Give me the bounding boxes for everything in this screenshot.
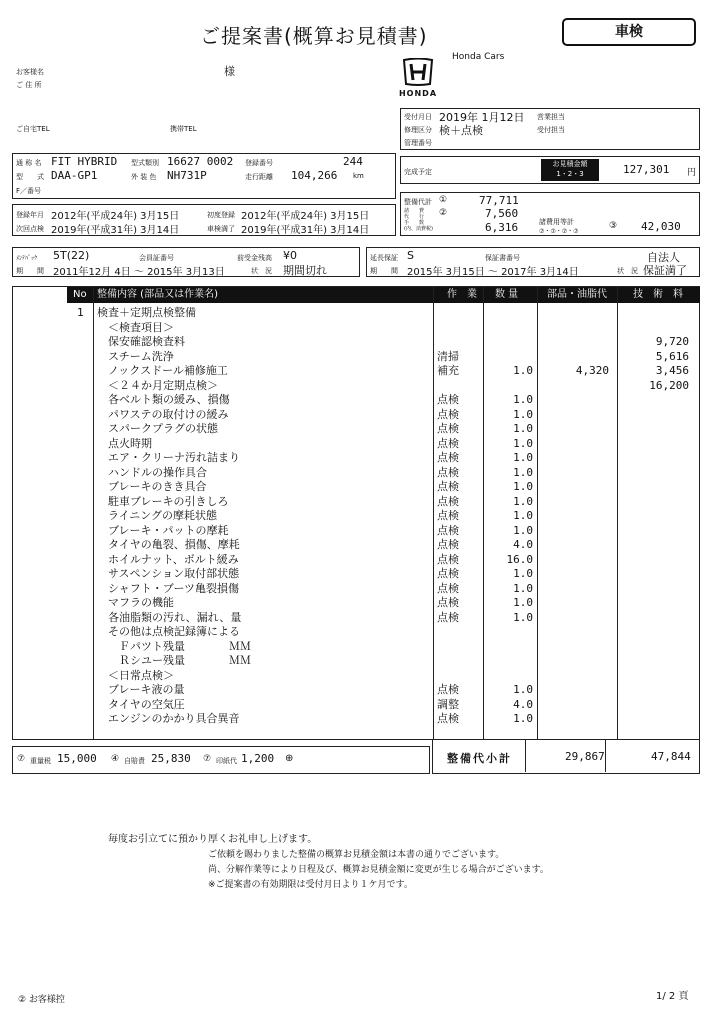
cell-item: タイヤの空気圧 bbox=[97, 697, 185, 711]
cell-work: 点検 bbox=[437, 407, 459, 421]
registration-year-label: 登録年月 bbox=[16, 211, 44, 219]
cell-parts bbox=[539, 379, 609, 394]
cell-qty: 1.0 bbox=[513, 465, 533, 479]
maintenance-pack-box bbox=[12, 247, 360, 277]
cell-qty: 1.0 bbox=[513, 436, 533, 450]
customer-name-label: お客様名 bbox=[16, 68, 44, 76]
work-table bbox=[12, 286, 700, 740]
cell-qty: 1.0 bbox=[513, 712, 533, 725]
cell-item: 保安確認検査料 bbox=[97, 335, 185, 348]
cell-item: ブレーキ液の量 bbox=[97, 683, 185, 696]
cell-no bbox=[77, 596, 91, 611]
cell-tech bbox=[619, 712, 689, 727]
costs-box bbox=[400, 192, 700, 236]
cell-tech bbox=[619, 611, 689, 626]
inspection-badge-label: 車検 bbox=[615, 24, 643, 40]
cell-no bbox=[77, 480, 91, 495]
cell-no: 1 bbox=[77, 306, 84, 319]
cell-work bbox=[437, 321, 481, 336]
cell-parts bbox=[539, 350, 609, 365]
cell-work: 点検 bbox=[437, 436, 459, 450]
taxes-box bbox=[12, 746, 430, 774]
cell-work: 点検 bbox=[437, 494, 459, 508]
cell-item: エア・クリーナ汚れ詰まり bbox=[97, 451, 240, 464]
mileage-label: 走行距離 bbox=[245, 173, 273, 181]
cell-work bbox=[437, 669, 481, 684]
customer-copy-label: ② お客様控 bbox=[18, 995, 65, 1005]
reception-date-label: 受付月日 bbox=[404, 113, 432, 121]
cell-parts bbox=[539, 422, 609, 437]
customer-honorific: 様 bbox=[224, 65, 235, 78]
subtotal-label: 整備代小計 bbox=[447, 752, 512, 765]
cell-parts bbox=[539, 553, 609, 568]
fee-label bbox=[404, 220, 433, 232]
header-qty: 数 量 bbox=[495, 289, 519, 300]
cell-item: 検査＋定期点検整備 bbox=[97, 306, 196, 319]
note-line-3: ※ご提案書の有効期限は受付月日より１ケ月です。 bbox=[208, 880, 413, 890]
subtotal-parts: 29,867 bbox=[565, 750, 605, 763]
cell-tech bbox=[619, 596, 689, 611]
cell-work: 点検 bbox=[437, 712, 459, 725]
cell-qty: 1.0 bbox=[513, 451, 533, 464]
maint-pack: 5T(22) bbox=[53, 249, 90, 262]
cell-item: ブレーキ・パットの摩耗 bbox=[97, 523, 229, 537]
sales-staff-label: 営業担当 bbox=[537, 113, 565, 121]
cell-qty: 1.0 bbox=[513, 480, 533, 493]
weight-tax-mark: ⑦ bbox=[17, 754, 26, 764]
cell-item: ライニングの摩耗状態 bbox=[97, 509, 218, 522]
home-tel-label: ご自宅TEL bbox=[16, 125, 50, 133]
cell-item: タイヤの亀裂、損傷、摩耗 bbox=[97, 538, 240, 551]
cell-work: 点検 bbox=[437, 480, 459, 493]
cell-tech: 5,616 bbox=[655, 349, 689, 363]
stamp-mark: ⑦ bbox=[203, 754, 212, 764]
cell-parts bbox=[539, 567, 609, 582]
warranty-owner: 自法人 bbox=[647, 251, 680, 264]
header-no: No bbox=[73, 289, 87, 300]
exterior-color: NH731P bbox=[167, 169, 207, 182]
inspection-badge bbox=[562, 18, 696, 46]
cell-no bbox=[77, 567, 91, 582]
cell-item: 駐車ブレーキの引きしろ bbox=[97, 494, 229, 508]
cell-parts bbox=[539, 596, 609, 611]
maint-status-label: 状 況 bbox=[251, 267, 272, 275]
dates-box bbox=[12, 204, 396, 236]
completion-box bbox=[400, 156, 700, 184]
cell-work: 点検 bbox=[437, 581, 459, 595]
cell-parts bbox=[539, 683, 609, 698]
subtotal-box bbox=[432, 740, 700, 774]
registration-year: 2012年(平成24年) 3月15日 bbox=[51, 211, 180, 222]
exterior-color-label: 外 装 色 bbox=[131, 173, 157, 181]
cell-item: パワステの取付けの緩み bbox=[97, 407, 229, 421]
cell-item: ノックスドール補修施工 bbox=[97, 364, 228, 377]
vehicle-type-label: 型 式 bbox=[16, 173, 44, 181]
cell-work: 点検 bbox=[437, 552, 459, 566]
cell-tech bbox=[619, 306, 689, 321]
cell-parts bbox=[539, 321, 609, 336]
cell-no bbox=[77, 524, 91, 539]
cell-tech bbox=[619, 625, 689, 640]
cell-qty: 4.0 bbox=[513, 538, 533, 551]
reception-date: 2019年 1月12日 bbox=[439, 111, 525, 124]
cell-no bbox=[77, 712, 91, 727]
vehicle-box bbox=[12, 153, 396, 199]
cell-qty bbox=[485, 640, 533, 655]
cell-tech bbox=[619, 640, 689, 655]
cell-work: 点検 bbox=[437, 393, 459, 406]
cell-work bbox=[437, 306, 481, 321]
fee-label-line2: (内、消費税) bbox=[404, 226, 433, 232]
extended-warranty-label: 延長保証 bbox=[370, 254, 398, 262]
reception-staff-label: 受付担当 bbox=[537, 126, 565, 134]
cell-parts bbox=[539, 669, 609, 684]
cell-work bbox=[437, 654, 481, 669]
cell-tech bbox=[619, 451, 689, 466]
cell-work: 清掃 bbox=[437, 349, 459, 363]
cell-qty bbox=[485, 350, 533, 365]
cell-parts bbox=[539, 451, 609, 466]
cell-qty: 1.0 bbox=[513, 567, 533, 580]
cell-work bbox=[437, 640, 481, 655]
cell-work bbox=[437, 335, 481, 350]
cell-item: ＜日常点検＞ bbox=[97, 668, 174, 682]
honda-logo bbox=[398, 58, 438, 96]
cell-qty bbox=[485, 379, 533, 394]
cell-qty: 1.0 bbox=[513, 509, 533, 522]
cell-parts bbox=[539, 640, 609, 655]
cell-work: 点検 bbox=[437, 567, 459, 580]
cell-item: スチーム洗浄 bbox=[97, 349, 174, 363]
warranty-status-label: 状 況 bbox=[617, 267, 638, 275]
document-title: ご提案書(概算お見積書) bbox=[200, 24, 428, 48]
warranty-period-label: 期 間 bbox=[370, 267, 398, 275]
page-number: 1/ 2 頁 bbox=[656, 991, 689, 1002]
cell-tech bbox=[619, 524, 689, 539]
cell-tech bbox=[619, 321, 689, 336]
note-line-2: 尚、分解作業等により日程及び、概算お見積金額に変更が生じる場合がございます。 bbox=[208, 865, 549, 875]
cell-parts bbox=[539, 393, 609, 408]
cell-tech bbox=[619, 654, 689, 669]
cell-no bbox=[77, 393, 91, 408]
cell-qty: 1.0 bbox=[513, 364, 533, 377]
inspection-expiry-label: 車検満了 bbox=[207, 225, 235, 233]
cell-qty: 4.0 bbox=[513, 697, 533, 711]
cell-no bbox=[77, 451, 91, 466]
cell-parts bbox=[539, 654, 609, 669]
cell-work: 補充 bbox=[437, 364, 459, 377]
honda-h-icon bbox=[398, 58, 438, 86]
maint-status: 期間切れ bbox=[283, 264, 327, 277]
cell-item: ブレーキのきき具合 bbox=[97, 480, 207, 493]
cell-work: 点検 bbox=[437, 683, 459, 696]
next-inspection: 2019年(平成31年) 3月14日 bbox=[51, 225, 180, 236]
cell-work: 点検 bbox=[437, 523, 459, 537]
cell-tech bbox=[619, 698, 689, 713]
cell-item: スパークプラグの状態 bbox=[97, 422, 218, 435]
cell-qty bbox=[485, 306, 533, 321]
cell-work: 点検 bbox=[437, 509, 459, 522]
maintenance-total-label: 整備代計 bbox=[404, 198, 432, 206]
cell-parts bbox=[539, 524, 609, 539]
stamp-fee: 1,200 bbox=[241, 752, 275, 765]
cell-parts bbox=[539, 712, 609, 727]
cell-qty: 1.0 bbox=[513, 683, 533, 696]
maintenance-mark: ① bbox=[439, 195, 448, 205]
cell-work: 点検 bbox=[437, 596, 459, 609]
cell-tech bbox=[619, 422, 689, 437]
cell-tech bbox=[619, 683, 689, 698]
fee-label-line1: 手 数 bbox=[404, 220, 425, 226]
weight-tax: 15,000 bbox=[57, 752, 97, 765]
cell-parts bbox=[539, 625, 609, 640]
cell-tech bbox=[619, 393, 689, 408]
cell-work: 点検 bbox=[437, 465, 459, 479]
vehicle-name-label: 通 称 名 bbox=[16, 159, 42, 167]
cell-qty: 1.0 bbox=[513, 407, 533, 421]
cell-item: Ｒシユー残量 ＭＭ bbox=[97, 654, 251, 667]
extended-warranty: S bbox=[407, 249, 414, 262]
cell-item: ＜２４か月定期点検＞ bbox=[97, 378, 218, 392]
completion-label: 完成予定 bbox=[404, 168, 432, 176]
warranty-status: 保証満了 bbox=[643, 264, 687, 277]
cell-no bbox=[77, 466, 91, 481]
cell-qty: 1.0 bbox=[513, 581, 533, 595]
model-class: 16627 0002 bbox=[167, 155, 234, 168]
tax-total-mark: ③ bbox=[609, 221, 618, 231]
cell-qty bbox=[485, 335, 533, 350]
cell-parts bbox=[539, 538, 609, 553]
liability-label: 自賠責 bbox=[124, 757, 145, 765]
cell-parts bbox=[539, 306, 609, 321]
cell-work bbox=[437, 625, 481, 640]
cell-tech: 9,720 bbox=[655, 335, 689, 348]
cell-no bbox=[77, 553, 91, 568]
cell-work: 点検 bbox=[437, 451, 459, 464]
cell-no bbox=[77, 335, 91, 350]
cell-no bbox=[77, 625, 91, 640]
cell-parts bbox=[539, 335, 609, 350]
note-line-1: ご依頼を賜わりました整備の概算お見積金額は本書の通りでございます。 bbox=[208, 850, 505, 860]
warranty-period: 2015年 3月15日 ～ 2017年 3月14日 bbox=[407, 267, 579, 278]
cell-no bbox=[77, 437, 91, 452]
cell-no bbox=[77, 683, 91, 698]
cell-no bbox=[77, 408, 91, 423]
subtotal-tech: 47,844 bbox=[651, 750, 691, 763]
cell-no bbox=[77, 654, 91, 669]
cell-no bbox=[77, 509, 91, 524]
mileage-unit: km bbox=[353, 172, 364, 180]
cell-no bbox=[77, 364, 91, 379]
header-work: 作 業 bbox=[447, 289, 477, 300]
estimate-amount: 127,301 bbox=[623, 163, 670, 176]
cell-tech: 3,456 bbox=[655, 364, 689, 377]
maint-period-label: 期 間 bbox=[16, 267, 44, 275]
cell-work bbox=[437, 379, 481, 394]
cell-item: 各油脂類の汚れ、漏れ、量 bbox=[97, 610, 242, 624]
cell-item: Ｆパツト残量 ＭＭ bbox=[97, 639, 251, 653]
liability-mark: ④ bbox=[111, 754, 120, 764]
cell-item: その他は点検記録簿による bbox=[97, 625, 240, 638]
cell-tech bbox=[619, 437, 689, 452]
cell-tech bbox=[619, 669, 689, 684]
cell-no bbox=[77, 640, 91, 655]
cell-qty: 1.0 bbox=[513, 494, 533, 508]
cell-item: シャフト・ブーツ亀裂損傷 bbox=[97, 581, 240, 595]
proxy-fee: 7,560 bbox=[485, 207, 519, 220]
prev-balance-label: 前受金残高 bbox=[237, 254, 272, 262]
cell-tech bbox=[619, 538, 689, 553]
cell-item: マフラの機能 bbox=[97, 596, 174, 609]
honda-logo-text: HONDA bbox=[398, 89, 438, 98]
cell-work: 点検 bbox=[437, 610, 459, 624]
cell-qty bbox=[485, 625, 533, 640]
thanks-note: 毎度お引立てに預かり厚くお礼申し上げます。 bbox=[108, 834, 318, 845]
prev-balance: ¥0 bbox=[283, 249, 297, 262]
first-registration-label: 初度登録 bbox=[207, 211, 235, 219]
inspection-expiry: 2019年(平成31年) 3月14日 bbox=[241, 225, 370, 236]
cell-no bbox=[77, 321, 91, 336]
fee-tax: 6,316 bbox=[485, 221, 519, 234]
header-tech: 技 術 料 bbox=[633, 289, 683, 300]
repair-category-label: 修理区分 bbox=[404, 126, 432, 134]
cell-tech bbox=[619, 567, 689, 582]
maint-period: 2011年12月 4日 ～ 2015年 3月13日 bbox=[53, 267, 225, 278]
management-number-label: 管理番号 bbox=[404, 139, 432, 147]
frame-number-label: F／番号 bbox=[16, 187, 42, 195]
tax-total-sub: ⑦・⑦・⑦・⑦ bbox=[539, 228, 579, 235]
cell-item: ＜検査項目＞ bbox=[97, 320, 174, 334]
vehicle-name: FIT HYBRID bbox=[51, 155, 118, 168]
liability-insurance: 25,830 bbox=[151, 752, 191, 765]
cell-qty: 1.0 bbox=[513, 596, 533, 609]
warranty-number-label: 保証書番号 bbox=[485, 254, 520, 262]
registration-number: 244 bbox=[343, 155, 363, 168]
cell-no bbox=[77, 495, 91, 510]
cell-qty: 1.0 bbox=[513, 393, 533, 406]
reception-box bbox=[400, 108, 700, 150]
cell-tech bbox=[619, 582, 689, 597]
cell-parts bbox=[539, 437, 609, 452]
cell-item: 各ベルト類の緩み、損傷 bbox=[97, 393, 230, 406]
cell-tech bbox=[619, 553, 689, 568]
maintenance-total: 77,711 bbox=[479, 194, 519, 207]
cell-parts bbox=[539, 408, 609, 423]
estimate-unit: 円 bbox=[687, 168, 697, 178]
cell-tech bbox=[619, 408, 689, 423]
cell-parts bbox=[539, 698, 609, 713]
table-header bbox=[67, 287, 700, 303]
cell-no bbox=[77, 669, 91, 684]
cell-parts bbox=[539, 582, 609, 597]
cell-parts bbox=[539, 480, 609, 495]
cell-parts bbox=[539, 509, 609, 524]
cell-item: サスペンション取付部状態 bbox=[97, 567, 240, 580]
cell-qty bbox=[485, 669, 533, 684]
proxy-mark: ② bbox=[439, 208, 448, 218]
cell-qty: 16.0 bbox=[506, 552, 533, 566]
cell-parts bbox=[539, 466, 609, 481]
header-item: 整備内容 (部品又は作業名) bbox=[97, 289, 218, 300]
cell-work: 点検 bbox=[437, 422, 459, 435]
cell-qty: 1.0 bbox=[513, 610, 533, 624]
cell-no bbox=[77, 422, 91, 437]
cell-no bbox=[77, 698, 91, 713]
mileage: 104,266 bbox=[291, 169, 338, 182]
maint-pack-label: ﾒﾝﾃﾊﾟｯｸ bbox=[16, 255, 38, 262]
cell-qty bbox=[485, 321, 533, 336]
cell-parts bbox=[539, 611, 609, 626]
cell-item: エンジンのかかり具合異音 bbox=[97, 712, 240, 725]
cell-qty: 1.0 bbox=[513, 523, 533, 537]
estimate-sub: 1・2・3 bbox=[556, 170, 584, 178]
repair-category: 検＋点検 bbox=[439, 124, 483, 137]
dealer-name: Honda Cars bbox=[452, 52, 505, 62]
first-registration: 2012年(平成24年) 3月15日 bbox=[241, 211, 370, 222]
estimate-label-box bbox=[541, 159, 599, 181]
cell-tech bbox=[619, 480, 689, 495]
cell-no bbox=[77, 379, 91, 394]
model-class-label: 型式類別 bbox=[131, 159, 159, 167]
cell-tech bbox=[619, 509, 689, 524]
cell-qty: 1.0 bbox=[513, 422, 533, 435]
warranty-box bbox=[366, 247, 700, 277]
estimate-label: お見積金額 bbox=[552, 160, 588, 168]
tax-total-label: 諸費用等計 bbox=[539, 218, 574, 226]
tax-total: 42,030 bbox=[641, 220, 681, 233]
cell-no bbox=[77, 538, 91, 553]
cell-tech: 16,200 bbox=[649, 378, 689, 392]
stamp-label: 印紙代 bbox=[216, 757, 237, 765]
cell-item: ハンドルの操作具合 bbox=[97, 465, 207, 479]
proxy-label-line2: 代 行 bbox=[404, 214, 425, 220]
vehicle-type: DAA-GP1 bbox=[51, 169, 98, 182]
cell-work: 点検 bbox=[437, 538, 459, 551]
cell-work: 調整 bbox=[437, 697, 459, 711]
cell-tech bbox=[619, 495, 689, 510]
member-number-label: 会員証番号 bbox=[139, 254, 174, 262]
cell-no bbox=[77, 582, 91, 597]
registration-number-label: 登録番号 bbox=[245, 159, 273, 167]
proxy-label-line1: 諸 費 bbox=[404, 208, 425, 214]
weight-tax-label: 重量税 bbox=[30, 757, 51, 765]
cell-parts: 4,320 bbox=[575, 364, 609, 377]
cell-item: ホイルナット、ボルト緩み bbox=[97, 552, 239, 566]
cell-tech bbox=[619, 466, 689, 481]
next-inspection-label: 次回点検 bbox=[16, 225, 44, 233]
cell-item: 点火時期 bbox=[97, 436, 152, 450]
cell-no bbox=[77, 611, 91, 626]
cell-qty bbox=[485, 654, 533, 669]
cell-parts bbox=[539, 495, 609, 510]
mobile-tel-label: 携帯TEL bbox=[170, 125, 197, 133]
cell-no bbox=[77, 350, 91, 365]
customer-address-label: ご 住 所 bbox=[16, 81, 42, 89]
proxy-label bbox=[404, 208, 424, 220]
header-parts: 部品・油脂代 bbox=[547, 289, 607, 300]
extra-mark: ⊕ bbox=[285, 753, 294, 764]
